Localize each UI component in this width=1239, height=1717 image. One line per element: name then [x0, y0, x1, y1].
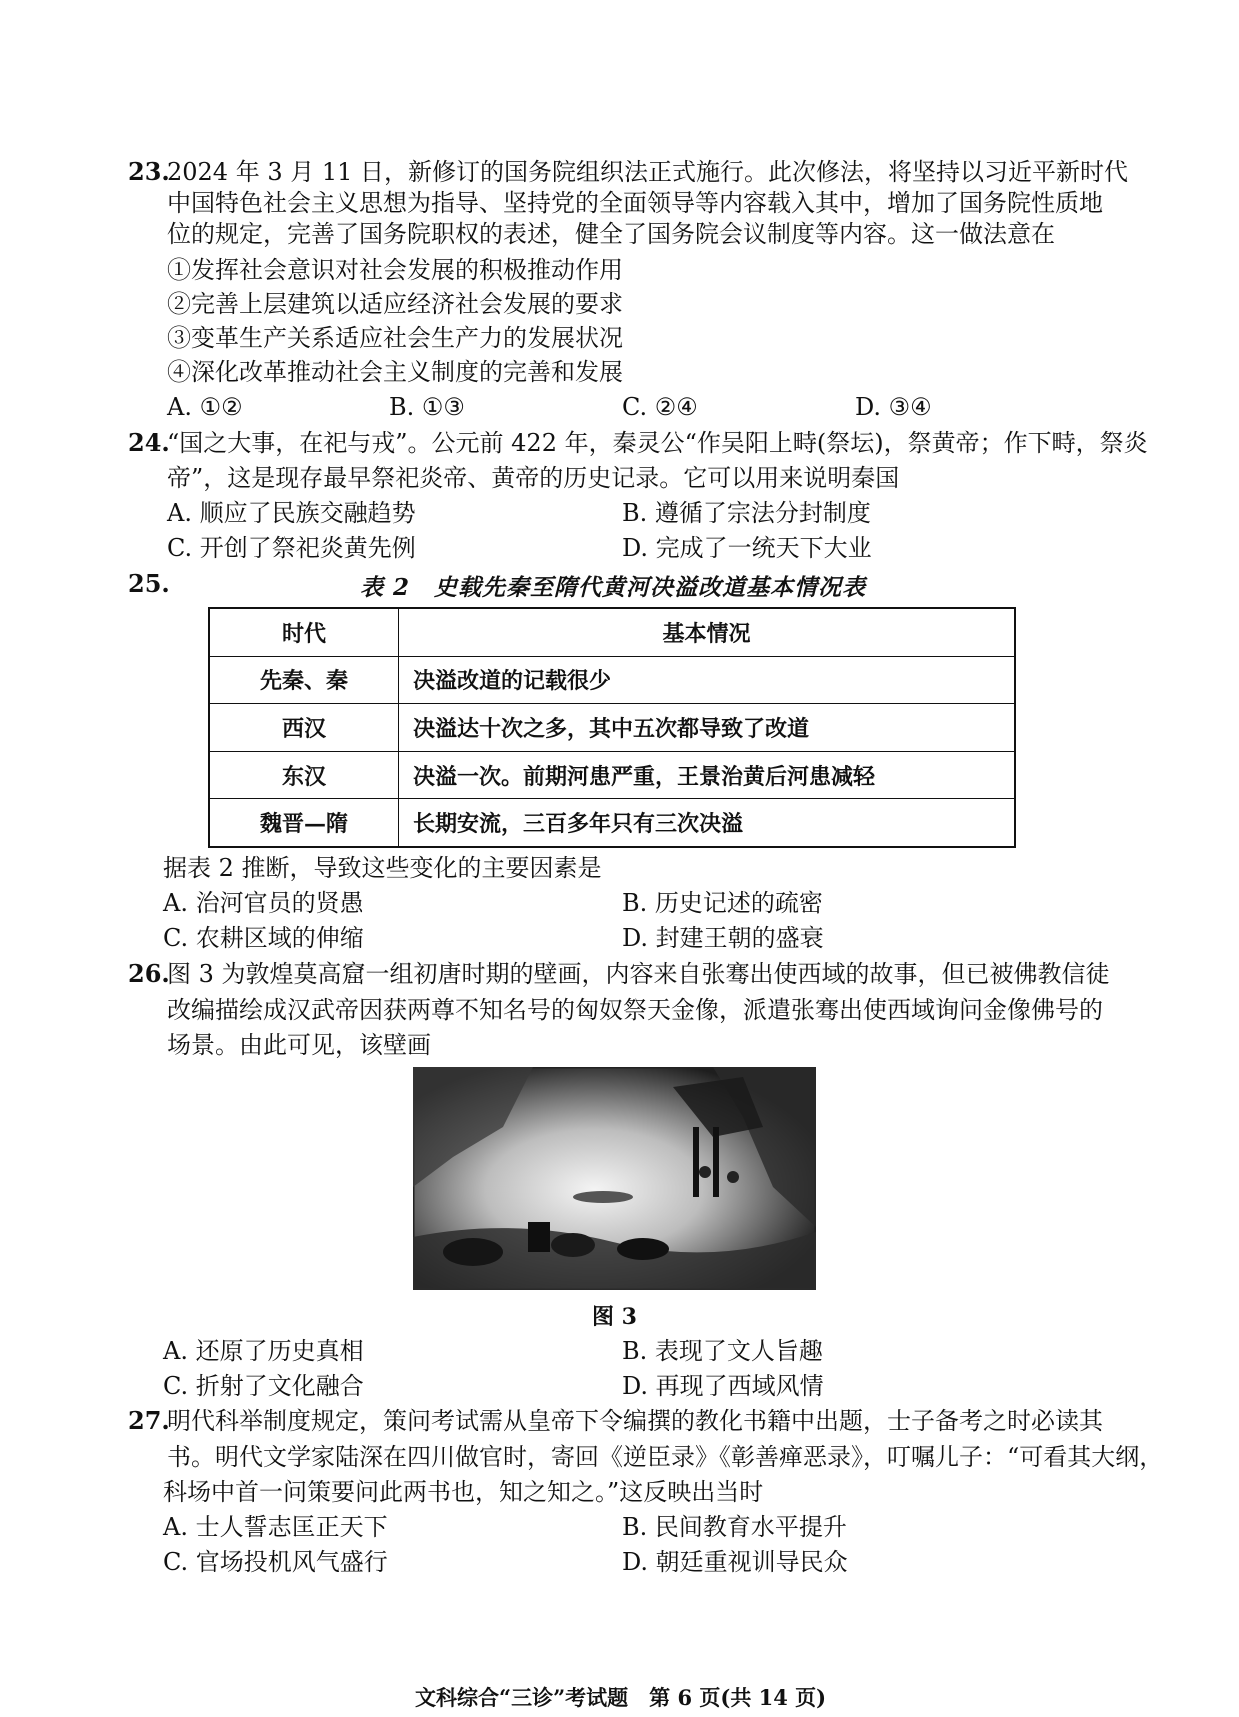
table-cell-situation: 决溢改道的记载很少: [399, 656, 1016, 704]
q27-option-a[interactable]: A. 士人誓志匡正天下: [163, 1513, 388, 1541]
q24-option-d[interactable]: D. 完成了一统天下大业: [622, 534, 872, 562]
mural-picture: [413, 1067, 816, 1290]
figure-caption: 图 3: [592, 1304, 637, 1330]
q27-option-c[interactable]: C. 官场投机风气盛行: [163, 1548, 388, 1576]
q27-stem-line-2: 书。明代文学家陆深在四川做官时，寄回《逆臣录》《彰善瘅恶录》，叮嘱儿子：“可看其大纲，: [167, 1443, 1164, 1471]
q23-item-1: ①发挥社会意识对社会发展的积极推动作用: [167, 256, 623, 284]
q26-option-a[interactable]: A. 还原了历史真相: [163, 1337, 364, 1365]
table-title: 表 2 史载先秦至隋代黄河决溢改道基本情况表: [360, 574, 867, 601]
q23-option-c[interactable]: C. ②④: [622, 393, 698, 421]
q24-option-a[interactable]: A. 顺应了民族交融趋势: [167, 499, 416, 527]
q26-option-d[interactable]: D. 再现了西域风情: [622, 1372, 824, 1400]
table-row: [209, 799, 1015, 847]
table-cell-situation: 长期安流，三百多年只有三次决溢: [399, 799, 1016, 847]
q25-option-a[interactable]: A. 治河官员的贤愚: [163, 889, 364, 917]
table-row: [209, 656, 1015, 704]
q27-option-b[interactable]: B. 民间教育水平提升: [622, 1513, 847, 1541]
q23-number: 23.: [128, 157, 170, 186]
table-header-era: 时代: [209, 608, 399, 656]
q26-stem-line-2: 改编描绘成汉武帝因获两尊不知名号的匈奴祭天金像，派遣张骞出使西域询问金像佛号的: [167, 996, 1103, 1024]
table-cell-era: 西汉: [209, 704, 399, 752]
q23-item-2: ②完善上层建筑以适应经济社会发展的要求: [167, 290, 623, 318]
q26-number: 26.: [128, 959, 170, 988]
q27-stem-line-1: 明代科举制度规定，策问考试需从皇帝下令编撰的教化书籍中出题，士子备考之时必读其: [167, 1407, 1103, 1435]
table-cell-situation: 决溢一次。前期河患严重，王景治黄后河患减轻: [399, 751, 1016, 799]
table-header-row: [209, 608, 1015, 656]
q23-option-a[interactable]: A. ①②: [167, 393, 243, 421]
q27-stem-line-3: 科场中首一问策要问此两书也，知之知之。”这反映出当时: [163, 1478, 764, 1506]
q27-number: 27.: [128, 1406, 170, 1435]
q24-option-c[interactable]: C. 开创了祭祀炎黄先例: [167, 534, 416, 562]
table-header-situation: 基本情况: [399, 608, 1016, 656]
page-footer: 文科综合“三诊”考试题 第 6 页(共 14 页): [415, 1685, 827, 1710]
q25-number: 25.: [128, 569, 170, 598]
q24-stem-line-1: “国之大事，在祀与戎”。公元前 422 年，秦灵公“作吴阳上畤(祭坛)，祭黄帝；作下畤，祭炎: [167, 429, 1148, 457]
q23-stem-line-1: 2024 年 3 月 11 日，新修订的国务院组织法正式施行。此次修法，将坚持以习近平新时代: [167, 158, 1129, 186]
table-row: [209, 751, 1015, 799]
q26-stem-line-1: 图 3 为敦煌莫高窟一组初唐时期的壁画，内容来自张骞出使西域的故事，但已被佛教信徒: [167, 960, 1110, 988]
data-table: [208, 607, 1016, 848]
q25-option-b[interactable]: B. 历史记述的疏密: [622, 889, 823, 917]
table-cell-era: 先秦、秦: [209, 656, 399, 704]
q24-option-b[interactable]: B. 遵循了宗法分封制度: [622, 499, 871, 527]
table-cell-era: 魏晋—隋: [209, 799, 399, 847]
q27-option-d[interactable]: D. 朝廷重视训导民众: [622, 1548, 848, 1576]
q23-option-d[interactable]: D. ③④: [855, 393, 932, 421]
mural-image: [413, 1067, 816, 1290]
table-cell-situation: 决溢达十次之多，其中五次都导致了改道: [399, 704, 1016, 752]
q24-number: 24.: [128, 428, 170, 457]
q23-stem-line-2: 中国特色社会主义思想为指导、坚持党的全面领导等内容载入其中，增加了国务院性质地: [167, 189, 1103, 217]
q23-stem-line-3: 位的规定，完善了国务院职权的表述，健全了国务院会议制度等内容。这一做法意在: [167, 220, 1055, 248]
q25-option-c[interactable]: C. 农耕区域的伸缩: [163, 924, 364, 952]
q23-item-3: ③变革生产关系适应社会生产力的发展状况: [167, 324, 623, 352]
q25-option-d[interactable]: D. 封建王朝的盛衰: [622, 924, 824, 952]
table-row: [209, 704, 1015, 752]
q26-stem-line-3: 场景。由此可见，该壁画: [167, 1031, 431, 1059]
q24-stem-line-2: 帝”，这是现存最早祭祀炎帝、黄帝的历史记录。它可以用来说明秦国: [167, 464, 900, 492]
q23-option-b[interactable]: B. ①③: [389, 393, 465, 421]
q25-stem: 据表 2 推断，导致这些变化的主要因素是: [163, 854, 602, 882]
q26-option-c[interactable]: C. 折射了文化融合: [163, 1372, 364, 1400]
table-cell-era: 东汉: [209, 751, 399, 799]
q23-item-4: ④深化改革推动社会主义制度的完善和发展: [167, 358, 623, 386]
q26-option-b[interactable]: B. 表现了文人旨趣: [622, 1337, 823, 1365]
